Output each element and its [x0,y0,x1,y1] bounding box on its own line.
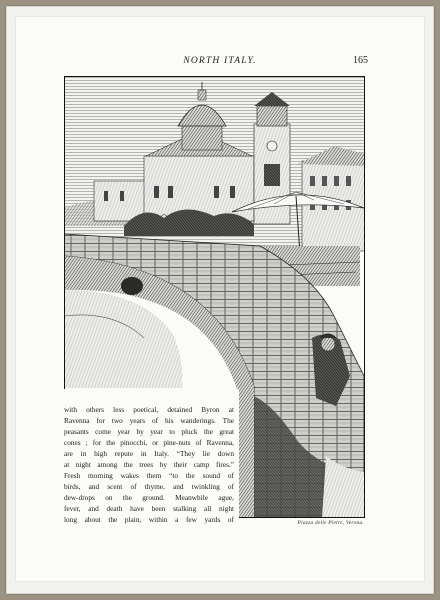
text-line: dew-drops on the ground. Meanwhile ague, [64,493,234,502]
text-line: Fresh morning wakes them “to the sound of [64,471,234,480]
text-line: peasants come year by year to pluck the great [64,427,234,436]
illustration-caption: Piazza delle Pietre, Verona. [297,520,364,526]
body-text [64,404,234,525]
page-number: 165 [353,55,368,66]
text-line: cones ; for the pinocchi, or pine-nuts of Ravenna, [64,438,234,447]
text-line: fever, and death have been stalking all night [64,504,234,513]
text-line: at night among the trees by their camp fires.” [64,460,234,469]
text-line: with others less poetical, detained Byron at [64,405,234,414]
text-line: birds, and scent of thyme, and twinkling of [64,482,234,491]
text-line: are in high repute in Italy. “They lie down [64,449,234,458]
text-line: long about the plain, within a few yards of [64,515,234,524]
text-line: Ravenna for two years of his wanderings. The [64,416,234,425]
running-head: NORTH ITALY. [183,56,257,66]
